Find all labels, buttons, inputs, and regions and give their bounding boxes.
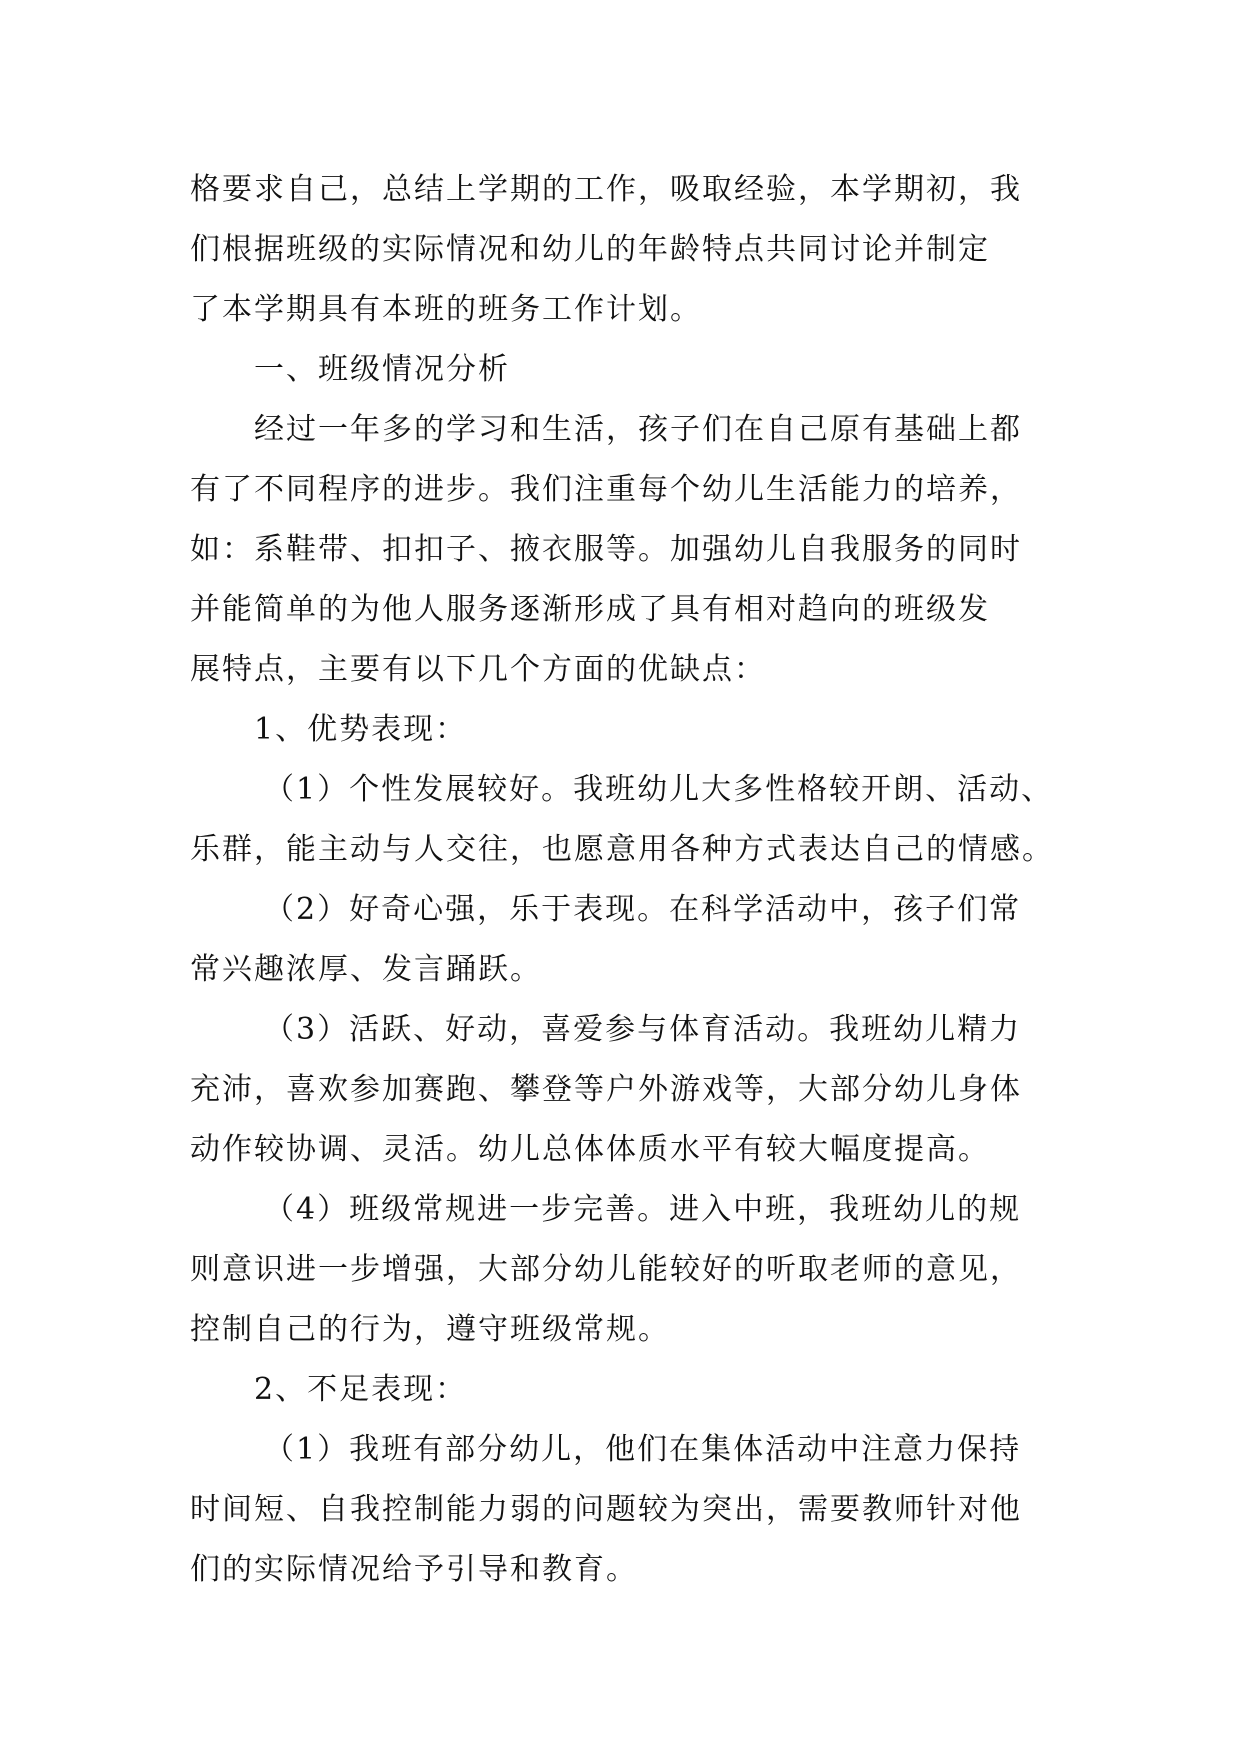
text-line: 乐群，能主动与人交往，也愿意用各种方式表达自己的情感。 (190, 832, 1054, 867)
paragraph-start-line: （3）活跃、好动，喜爱参与体育活动。我班幼儿精力 (264, 1012, 1022, 1047)
text-line: 控制自己的行为，遵守班级常规。 (190, 1312, 670, 1347)
text-line: 时间短、自我控制能力弱的问题较为突出，需要教师针对他 (190, 1492, 1022, 1527)
paragraph-start-line: （1）个性发展较好。我班幼儿大多性格较开朗、活动、 (264, 772, 1054, 807)
paragraph-start-line: 经过一年多的学习和生活，孩子们在自己原有基础上都 (254, 412, 1022, 447)
text-line: 们的实际情况给予引导和教育。 (190, 1552, 638, 1587)
text-line: 则意识进一步增强，大部分幼儿能较好的听取老师的意见， (190, 1252, 1022, 1287)
text-line: 并能简单的为他人服务逐渐形成了具有相对趋向的班级发 (190, 592, 990, 627)
text-line: 有了不同程序的进步。我们注重每个幼儿生活能力的培养， (190, 472, 1022, 507)
text-line: 格要求自己，总结上学期的工作，吸取经验，本学期初，我 (190, 172, 1022, 207)
paragraph-start-line: （1）我班有部分幼儿，他们在集体活动中注意力保持 (264, 1432, 1022, 1467)
paragraph-start-line: （2）好奇心强，乐于表现。在科学活动中，孩子们常 (264, 892, 1022, 927)
text-line: 如：系鞋带、扣扣子、掖衣服等。加强幼儿自我服务的同时 (190, 532, 1022, 567)
text-line: 了本学期具有本班的班务工作计划。 (190, 292, 702, 327)
text-line: 展特点，主要有以下几个方面的优缺点： (190, 652, 766, 687)
paragraph-start-line: （4）班级常规进一步完善。进入中班，我班幼儿的规 (264, 1192, 1022, 1227)
subsection-heading: 1、优势表现： (254, 712, 468, 747)
text-line: 动作较协调、灵活。幼儿总体体质水平有较大幅度提高。 (190, 1132, 990, 1167)
text-line: 们根据班级的实际情况和幼儿的年龄特点共同讨论并制定 (190, 232, 990, 267)
text-line: 充沛，喜欢参加赛跑、攀登等户外游戏等，大部分幼儿身体 (190, 1072, 1022, 1107)
section-heading: 一、班级情况分析 (254, 352, 510, 387)
text-line: 常兴趣浓厚、发言踊跃。 (190, 952, 542, 987)
document-body (190, 160, 1056, 1600)
subsection-heading: 2、不足表现： (254, 1372, 468, 1407)
